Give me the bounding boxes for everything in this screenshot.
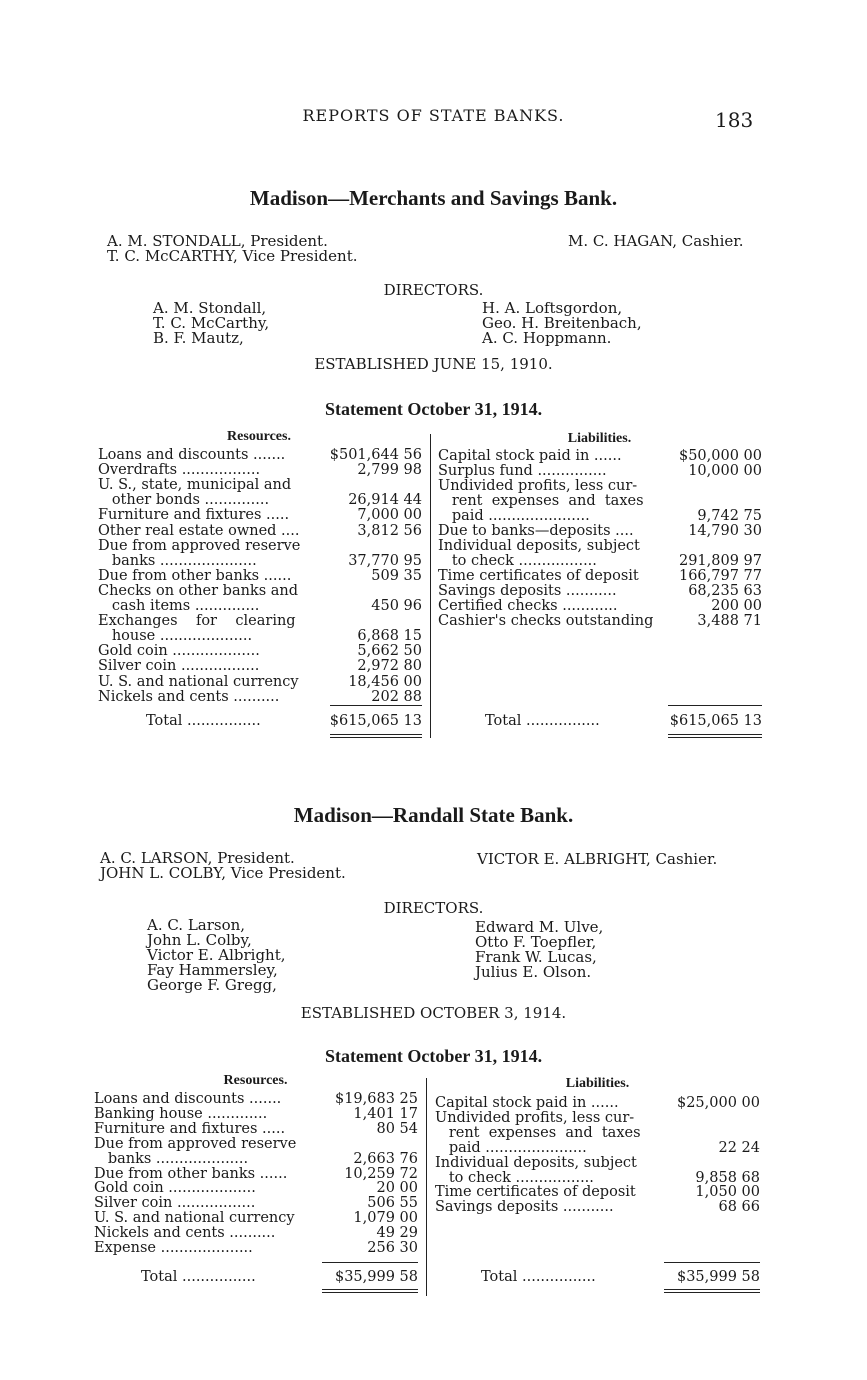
established-date: ESTABLISHED JUNE 15, 1910. bbox=[314, 355, 553, 373]
line-item-label: Cashier's checks outstanding bbox=[438, 613, 654, 629]
total-label: Total ................ bbox=[141, 1269, 256, 1285]
liabilities-heading: Liabilities. bbox=[565, 1076, 630, 1091]
total-double-rule bbox=[330, 734, 422, 738]
line-item-label: Checks on other banks and bbox=[98, 582, 299, 599]
line-item-label: banks .................... bbox=[94, 1150, 249, 1167]
line-item-amount: 26,914 44 bbox=[348, 492, 422, 509]
line-item-label: Silver coin ................. bbox=[94, 1195, 256, 1212]
line-item-label: Savings deposits ........... bbox=[438, 583, 617, 599]
line-item-label: rent expenses and taxes bbox=[438, 493, 644, 509]
sum-rule bbox=[664, 1262, 760, 1263]
director-name: Otto F. Toepfler, bbox=[475, 933, 597, 951]
established-date: ESTABLISHED OCTOBER 3, 1914. bbox=[300, 1004, 567, 1022]
director-name: B. F. Mautz, bbox=[153, 329, 244, 347]
line-item-label: Individual deposits, subject bbox=[435, 1154, 637, 1171]
line-item-label: rent expenses and taxes bbox=[435, 1124, 641, 1141]
line-item-amount: $501,644 56 bbox=[329, 447, 422, 463]
line-item-amount: 509 35 bbox=[371, 567, 422, 584]
statement-title: Statement October 31, 1914. bbox=[324, 399, 543, 419]
line-item-amount: 80 54 bbox=[376, 1120, 418, 1137]
line-item-label: Time certificates of deposit bbox=[438, 568, 639, 584]
line-item-amount: 9,858 68 bbox=[695, 1169, 760, 1186]
line-item-label: to check ................. bbox=[438, 553, 597, 569]
director-name: George F. Gregg, bbox=[147, 976, 277, 994]
line-item-label: Gold coin ................... bbox=[94, 1180, 256, 1197]
line-item-label: Undivided profits, less cur- bbox=[435, 1109, 635, 1126]
director-name: Frank W. Lucas, bbox=[475, 948, 597, 966]
line-item-amount: 202 88 bbox=[371, 688, 422, 705]
line-item-amount: 2,799 98 bbox=[357, 462, 422, 479]
line-item-amount: 256 30 bbox=[367, 1240, 418, 1256]
director-name: A. M. Stondall, bbox=[153, 299, 267, 317]
director-name: A. C. Hoppmann. bbox=[482, 329, 612, 347]
director-name: A. C. Larson, bbox=[147, 916, 246, 934]
line-item-amount: 14,790 30 bbox=[688, 523, 762, 539]
resources-heading: Resources. bbox=[227, 429, 291, 444]
total-resources: $615,065 13 bbox=[329, 713, 422, 729]
line-item-label: Capital stock paid in ...... bbox=[438, 448, 622, 464]
director-name: John L. Colby, bbox=[147, 931, 252, 949]
line-item-amount: 10,000 00 bbox=[688, 463, 762, 479]
line-item-amount: 1,079 00 bbox=[353, 1210, 418, 1227]
sum-rule bbox=[668, 705, 762, 706]
director-name: Fay Hammersley, bbox=[147, 961, 278, 979]
line-item-label: Due from approved reserve bbox=[98, 537, 301, 554]
cashier: VICTOR E. ALBRIGHT, Cashier. bbox=[477, 850, 718, 868]
line-item-label: Due from other banks ...... bbox=[94, 1165, 288, 1182]
line-item-label: Undivided profits, less cur- bbox=[438, 478, 638, 494]
total-double-rule bbox=[668, 734, 762, 738]
line-item-label: paid ...................... bbox=[435, 1139, 587, 1156]
directors-label: DIRECTORS. bbox=[383, 281, 484, 299]
line-item-amount: 37,770 95 bbox=[348, 552, 422, 569]
line-item-amount: 2,663 76 bbox=[353, 1150, 418, 1167]
line-item-amount: 49 29 bbox=[376, 1225, 418, 1242]
line-item-amount: $50,000 00 bbox=[678, 448, 762, 464]
director-name: Edward M. Ulve, bbox=[475, 918, 604, 936]
line-item-amount: 18,456 00 bbox=[348, 673, 422, 690]
line-item-label: U. S., state, municipal and bbox=[98, 477, 292, 494]
line-item-amount: 22 24 bbox=[718, 1139, 760, 1156]
director-name: T. C. McCarthy, bbox=[153, 314, 270, 332]
line-item-label: Due from approved reserve bbox=[94, 1135, 297, 1152]
column-divider bbox=[426, 1078, 427, 1296]
line-item-amount: 450 96 bbox=[371, 598, 422, 614]
statement-title: Statement October 31, 1914. bbox=[324, 1046, 543, 1066]
line-item-label: Savings deposits ........... bbox=[435, 1199, 614, 1216]
line-item-amount: 9,742 75 bbox=[697, 508, 762, 524]
line-item-amount: $19,683 25 bbox=[334, 1091, 418, 1107]
director-name: Geo. H. Breitenbach, bbox=[482, 314, 642, 332]
line-item-amount: 20 00 bbox=[376, 1180, 418, 1197]
line-item-label: U. S. and national currency bbox=[98, 673, 299, 690]
line-item-label: Expense .................... bbox=[94, 1240, 253, 1256]
total-label: Total ................ bbox=[485, 713, 600, 729]
line-item-amount: 5,662 50 bbox=[357, 643, 422, 660]
line-item-amount: 166,797 77 bbox=[678, 568, 762, 584]
line-item-label: house .................... bbox=[98, 628, 253, 645]
directors-label: DIRECTORS. bbox=[383, 899, 484, 917]
line-item-amount: 1,050 00 bbox=[695, 1184, 760, 1201]
line-item-label: Individual deposits, subject bbox=[438, 538, 640, 554]
line-item-label: Silver coin ................. bbox=[98, 658, 260, 675]
line-item-label: Time certificates of deposit bbox=[435, 1184, 636, 1201]
page-number: 183 bbox=[715, 108, 754, 132]
total-liabilities: $35,999 58 bbox=[676, 1269, 760, 1285]
bank-title: Madison—Randall State Bank. bbox=[293, 803, 574, 827]
line-item-amount: 68,235 63 bbox=[688, 583, 762, 599]
line-item-label: to check ................. bbox=[435, 1169, 594, 1186]
line-item-label: Due to banks—deposits .... bbox=[438, 523, 634, 539]
president: A. M. STONDALL, President. bbox=[107, 232, 328, 250]
line-item-label: Capital stock paid in ...... bbox=[435, 1095, 619, 1111]
line-item-amount: 6,868 15 bbox=[357, 628, 422, 645]
line-item-label: other bonds .............. bbox=[98, 492, 270, 509]
line-item-amount: 3,488 71 bbox=[697, 613, 762, 629]
line-item-label: Banking house ............. bbox=[94, 1105, 268, 1122]
total-label: Total ................ bbox=[146, 713, 261, 729]
sum-rule bbox=[322, 1262, 418, 1263]
cashier: M. C. HAGAN, Cashier. bbox=[568, 232, 744, 250]
director-name: Julius E. Olson. bbox=[475, 963, 592, 981]
line-item-label: U. S. and national currency bbox=[94, 1210, 295, 1227]
total-double-rule bbox=[322, 1289, 418, 1293]
line-item-label: banks ..................... bbox=[98, 552, 257, 569]
director-name: Victor E. Albright, bbox=[147, 946, 286, 964]
line-item-label: Furniture and fixtures ..... bbox=[94, 1120, 286, 1137]
director-name: H. A. Loftsgordon, bbox=[482, 299, 623, 317]
line-item-amount: $25,000 00 bbox=[676, 1095, 760, 1111]
line-item-label: Exchanges for clearing bbox=[98, 613, 296, 630]
line-item-label: Surplus fund ............... bbox=[438, 463, 607, 479]
line-item-label: Nickels and cents .......... bbox=[98, 688, 280, 705]
line-item-amount: 200 00 bbox=[711, 598, 762, 614]
line-item-label: Nickels and cents .......... bbox=[94, 1225, 276, 1242]
line-item-label: cash items .............. bbox=[98, 598, 260, 614]
line-item-label: Other real estate owned .... bbox=[98, 522, 300, 539]
line-item-amount: 1,401 17 bbox=[353, 1105, 418, 1122]
line-item-label: Loans and discounts ....... bbox=[98, 447, 286, 463]
line-item-amount: 10,259 72 bbox=[344, 1165, 418, 1182]
total-resources: $35,999 58 bbox=[334, 1269, 418, 1285]
line-item-label: paid ...................... bbox=[438, 508, 590, 524]
line-item-label: Due from other banks ...... bbox=[98, 567, 292, 584]
vice-president: T. C. McCARTHY, Vice President. bbox=[107, 247, 358, 265]
line-item-label: Furniture and fixtures ..... bbox=[98, 507, 290, 524]
line-item-amount: 291,809 97 bbox=[678, 553, 762, 569]
line-item-amount: 68 66 bbox=[718, 1199, 760, 1216]
president: A. C. LARSON, President. bbox=[100, 849, 295, 867]
running-header: REPORTS OF STATE BANKS. bbox=[302, 106, 565, 125]
resources-heading: Resources. bbox=[223, 1073, 288, 1088]
line-item-label: Loans and discounts ....... bbox=[94, 1091, 282, 1107]
line-item-amount: 2,972 80 bbox=[357, 658, 422, 675]
line-item-label: Gold coin ................... bbox=[98, 643, 260, 660]
total-liabilities: $615,065 13 bbox=[669, 713, 762, 729]
line-item-label: Certified checks ............ bbox=[438, 598, 618, 614]
total-label: Total ................ bbox=[481, 1269, 596, 1285]
total-double-rule bbox=[664, 1289, 760, 1293]
vice-president: JOHN L. COLBY, Vice President. bbox=[100, 864, 346, 882]
bank-title: Madison—Merchants and Savings Bank. bbox=[249, 186, 618, 210]
line-item-label: Overdrafts ................. bbox=[98, 462, 261, 479]
line-item-amount: 7,000 00 bbox=[357, 507, 422, 524]
column-divider bbox=[430, 434, 431, 738]
sum-rule bbox=[330, 705, 422, 706]
liabilities-heading: Liabilities. bbox=[567, 431, 632, 446]
line-item-amount: 3,812 56 bbox=[357, 522, 422, 539]
line-item-amount: 506 55 bbox=[367, 1195, 418, 1212]
